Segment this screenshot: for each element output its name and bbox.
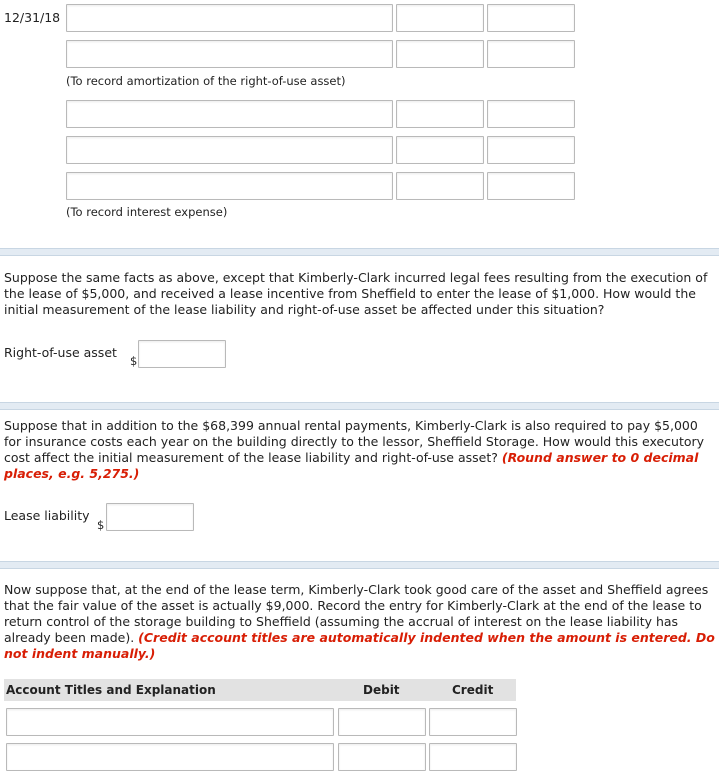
debit-input[interactable]: [338, 743, 426, 771]
column-header-credit: Credit: [452, 683, 494, 697]
account-title-input[interactable]: [66, 40, 393, 68]
debit-input[interactable]: [338, 708, 426, 736]
question-3-body: Now suppose that, at the end of the lease term, Kimberly-Clark took good care of the asset and Sheffield agrees that the fair value of the asset is actually $9,000. Record the entry for Kimberly-Clark at the end of the lease to return control of the storage building to Sheffield (assuming the accrual of interest on the lease liability has already been made).: [4, 582, 709, 645]
amortization-note: (To record amortization of the right-of-use asset): [66, 74, 346, 88]
right-of-use-asset-input[interactable]: [138, 340, 226, 368]
question-2-text: [4, 418, 716, 482]
credit-input[interactable]: [487, 40, 575, 68]
column-header-debit: Debit: [363, 683, 400, 697]
interest-note: (To record interest expense): [66, 205, 228, 219]
debit-input[interactable]: [396, 40, 484, 68]
section-divider: [0, 402, 719, 410]
account-title-input[interactable]: [6, 743, 334, 771]
credit-input[interactable]: [487, 136, 575, 164]
credit-input[interactable]: [487, 100, 575, 128]
credit-input[interactable]: [429, 708, 517, 736]
question-3-text: [4, 582, 716, 662]
account-title-input[interactable]: [66, 136, 393, 164]
lease-liability-label: Lease liability: [4, 508, 90, 523]
right-of-use-asset-label: Right-of-use asset: [4, 345, 117, 360]
account-title-input[interactable]: [6, 708, 334, 736]
question-2-body: Suppose that in addition to the $68,399 annual rental payments, Kimberly-Clark is also required to pay $5,000 for insurance costs each year on the building directly to the lessor, Sheffield Storage. How would this executory cost affect the initial measurement of the lease liability and right-of-use asset?: [4, 418, 705, 465]
account-title-input[interactable]: [66, 4, 393, 32]
section-divider: [0, 561, 719, 569]
debit-input[interactable]: [396, 172, 484, 200]
question-1-text: Suppose the same facts as above, except that Kimberly-Clark incurred legal fees resulting from the execution of the lease of $5,000, and received a lease incentive from Sheffield to enter the lease of $1,000. How would the initial measurement of the lease liability and right-of-use asset be affected under this situation?: [4, 270, 708, 317]
lease-liability-input[interactable]: [106, 503, 194, 531]
debit-input[interactable]: [396, 136, 484, 164]
account-title-input[interactable]: [66, 172, 393, 200]
question-3-instruction: (Credit account titles are automatically indented when the amount is entered. Do not indent manually.): [4, 630, 715, 661]
credit-input[interactable]: [487, 172, 575, 200]
entry-date: 12/31/18: [4, 10, 61, 25]
section-divider: [0, 248, 719, 256]
account-title-input[interactable]: [66, 100, 393, 128]
currency-symbol: $: [97, 518, 105, 532]
credit-input[interactable]: [487, 4, 575, 32]
debit-input[interactable]: [396, 4, 484, 32]
question-2-instruction: (Round answer to 0 decimal places, e.g. 5,275.): [4, 450, 699, 481]
credit-input[interactable]: [429, 743, 517, 771]
journal-table-header: [4, 679, 516, 701]
column-header-account: Account Titles and Explanation: [6, 683, 216, 697]
currency-symbol: $: [130, 354, 138, 368]
debit-input[interactable]: [396, 100, 484, 128]
